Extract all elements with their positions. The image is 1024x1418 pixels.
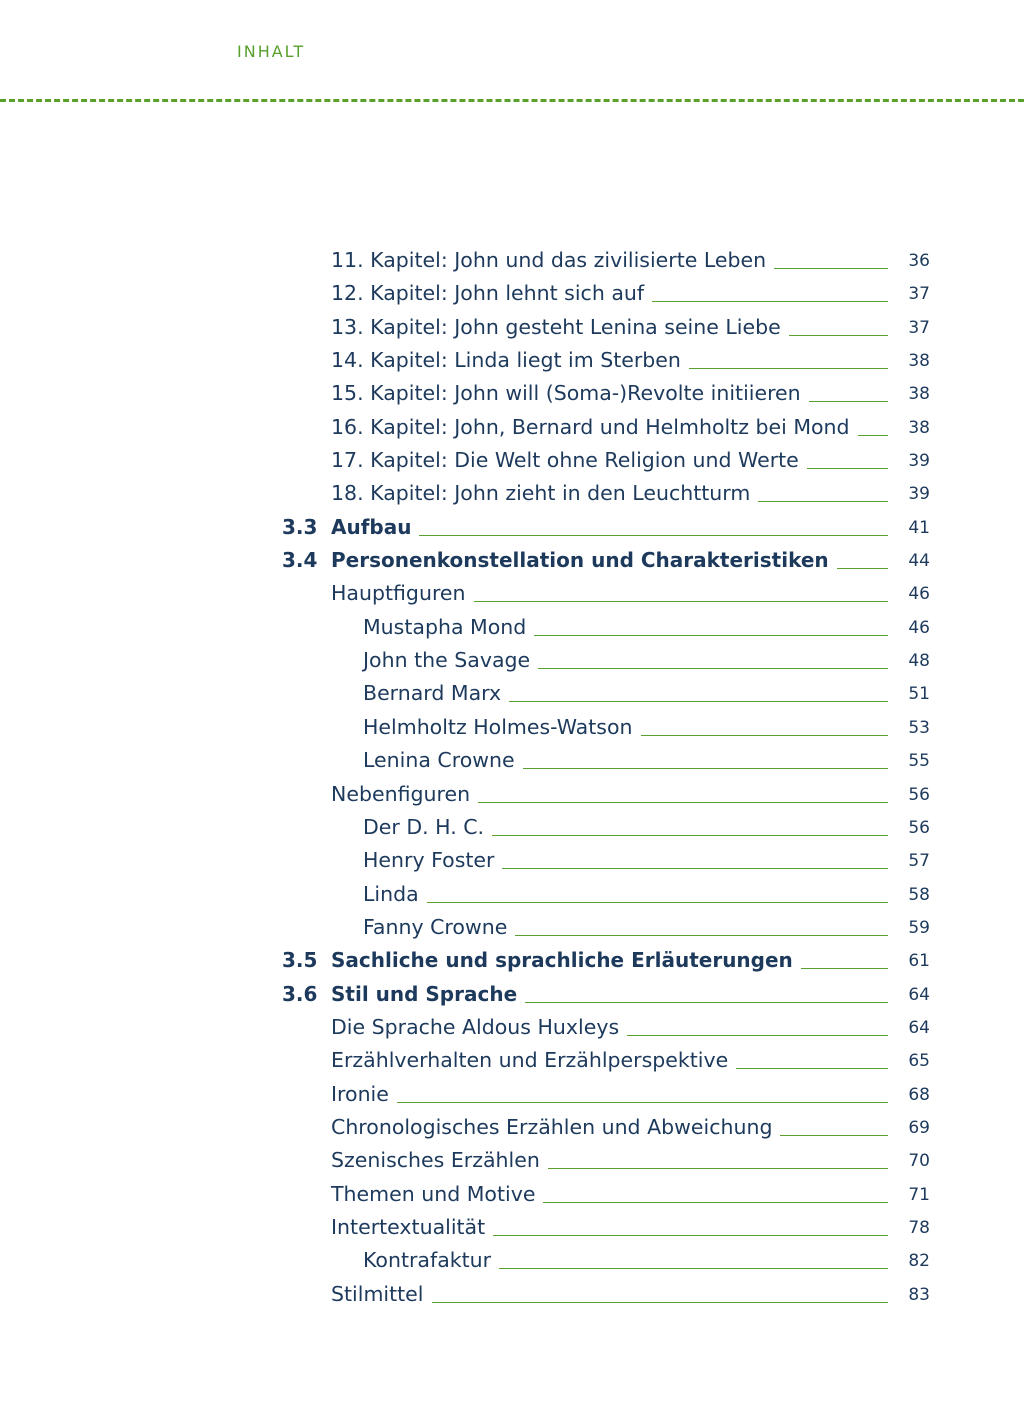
toc-title: 16. Kapitel: John, Bernard und Helmholtz bei Mond [331, 414, 850, 439]
toc-leader-line [652, 301, 888, 302]
toc-leader-line [515, 935, 888, 936]
toc-title: Stilmittel [331, 1281, 424, 1306]
toc-entry-line [331, 511, 888, 543]
toc-title: Nebenfiguren [331, 781, 471, 806]
toc-leader-line [474, 601, 888, 602]
toc-leader-line [548, 1168, 888, 1169]
toc-title: Lenina Crowne [363, 748, 515, 773]
toc-entry[interactable] [0, 544, 1024, 577]
toc-page-number: 68 [908, 1084, 930, 1105]
toc-entry-line [331, 1144, 888, 1176]
toc-entry-line [331, 277, 888, 309]
toc-title: Themen und Motive [331, 1181, 536, 1206]
toc-title: Bernard Marx [363, 681, 502, 706]
toc-title: Intertextualität [331, 1214, 486, 1239]
toc-entry-line [331, 1178, 888, 1210]
toc-page-number: 37 [908, 284, 930, 305]
toc-page-number: 46 [908, 584, 930, 605]
toc-entry[interactable] [0, 511, 1024, 544]
toc-title: 15. Kapitel: John will (Soma-)Revolte initiieren [331, 381, 801, 406]
toc-entry-line [363, 611, 888, 643]
toc-leader-line [736, 1068, 888, 1069]
toc-title: 11. Kapitel: John und das zivilisierte Leben [331, 248, 767, 272]
toc-entry-line [363, 677, 888, 709]
toc-page-number: 61 [908, 951, 930, 972]
toc-page-number: 44 [908, 551, 930, 572]
toc-entry-line [331, 311, 888, 343]
toc-page-number: 70 [908, 1151, 930, 1172]
toc-entry[interactable] [0, 1111, 1024, 1144]
toc-page-number: 38 [908, 417, 930, 438]
toc-entry-line [331, 1044, 888, 1076]
toc-page-number: 55 [908, 751, 930, 772]
toc-entry[interactable] [0, 1078, 1024, 1111]
toc-title: Mustapha Mond [363, 614, 527, 639]
header-dashed-rule [0, 99, 1024, 102]
toc-entry[interactable] [0, 377, 1024, 410]
toc-entry-line [331, 444, 888, 476]
toc-entry[interactable] [0, 1178, 1024, 1211]
toc-title: Linda [363, 881, 419, 906]
toc-entry-line [363, 844, 888, 876]
toc-leader-line [689, 368, 888, 369]
toc-page-number: 38 [908, 351, 930, 372]
toc-page-number: 46 [908, 617, 930, 638]
toc-entry[interactable] [0, 1244, 1024, 1277]
section-header: INHALT [237, 42, 306, 61]
toc-entry[interactable] [0, 411, 1024, 444]
toc-leader-line [509, 701, 888, 702]
toc-title: Der D. H. C. [363, 814, 485, 839]
toc-leader-line [801, 968, 888, 969]
toc-leader-line [432, 1302, 889, 1303]
toc-leader-line [543, 1202, 888, 1203]
toc-page-number: 69 [908, 1117, 930, 1138]
table-of-contents [0, 244, 1024, 1311]
toc-leader-line [641, 735, 889, 736]
toc-page-number: 56 [908, 784, 930, 805]
toc-entry[interactable] [0, 944, 1024, 977]
toc-entry-line [331, 1278, 888, 1310]
toc-leader-line [780, 1135, 888, 1136]
toc-leader-line [492, 835, 888, 836]
toc-entry-line [331, 778, 888, 810]
toc-leader-line [397, 1102, 888, 1103]
toc-leader-line [427, 902, 888, 903]
toc-title: Stil und Sprache [331, 981, 518, 1006]
toc-title: Die Sprache Aldous Huxleys [331, 1014, 620, 1039]
toc-section-number: 3.6 [282, 981, 318, 1006]
toc-entry[interactable] [0, 444, 1024, 477]
toc-entry[interactable] [0, 878, 1024, 911]
toc-page-number: 51 [908, 684, 930, 705]
toc-leader-line [502, 868, 888, 869]
toc-entry[interactable] [0, 911, 1024, 944]
toc-entry-line [331, 577, 888, 609]
toc-leader-line [534, 635, 888, 636]
toc-entry-line [331, 1111, 888, 1143]
toc-entry-line [331, 1211, 888, 1243]
toc-title: Kontrafaktur [363, 1248, 492, 1273]
toc-entry-line [363, 811, 888, 843]
toc-leader-line [627, 1035, 888, 1036]
toc-title: Aufbau [331, 514, 412, 539]
toc-title: 13. Kapitel: John gesteht Lenina seine Liebe [331, 314, 781, 339]
toc-leader-line [774, 268, 888, 269]
toc-title: Fanny Crowne [363, 914, 508, 939]
toc-entry[interactable] [0, 1011, 1024, 1044]
toc-title: 18. Kapitel: John zieht in den Leuchtturm [331, 481, 751, 506]
toc-section-number: 3.5 [282, 948, 318, 973]
toc-entry-line [331, 244, 888, 276]
toc-page-number: 83 [908, 1284, 930, 1305]
toc-entry-line [331, 411, 888, 443]
toc-page-number: 57 [908, 851, 930, 872]
toc-title: Sachliche und sprachliche Erläuterungen [331, 948, 793, 973]
toc-leader-line [809, 401, 888, 402]
toc-entry[interactable] [0, 611, 1024, 644]
toc-leader-line [493, 1235, 888, 1236]
toc-title: Szenisches Erzählen [331, 1148, 540, 1173]
toc-entry[interactable] [0, 844, 1024, 877]
toc-entry[interactable] [0, 744, 1024, 777]
toc-title: Chronologisches Erzählen und Abweichung [331, 1114, 773, 1139]
toc-entry[interactable] [0, 677, 1024, 710]
toc-title: Henry Foster [363, 848, 495, 873]
toc-entry[interactable] [0, 277, 1024, 310]
toc-entry[interactable] [0, 711, 1024, 744]
toc-entry[interactable] [0, 1278, 1024, 1311]
toc-entry-line [363, 878, 888, 910]
toc-entry[interactable] [0, 1211, 1024, 1244]
toc-title: 12. Kapitel: John lehnt sich auf [331, 281, 645, 306]
toc-section-number: 3.4 [282, 548, 318, 573]
toc-entry[interactable] [0, 344, 1024, 377]
toc-entry-line [363, 911, 888, 943]
toc-page-number: 59 [908, 917, 930, 938]
toc-entry[interactable] [0, 577, 1024, 610]
toc-entry[interactable] [0, 778, 1024, 811]
toc-page-number: 38 [908, 384, 930, 405]
toc-page-number: 65 [908, 1051, 930, 1072]
toc-entry[interactable] [0, 1044, 1024, 1077]
toc-entry-line [363, 711, 888, 743]
toc-page-number: 64 [908, 984, 930, 1005]
toc-page-number: 39 [908, 451, 930, 472]
toc-entry-line [331, 1011, 888, 1043]
toc-page-number: 71 [908, 1184, 930, 1205]
toc-entry[interactable] [0, 244, 1024, 277]
toc-title: 14. Kapitel: Linda liegt im Sterben [331, 348, 681, 373]
toc-leader-line [789, 335, 888, 336]
toc-entry-line [331, 377, 888, 409]
toc-entry-line [363, 1244, 888, 1276]
toc-title: Ironie [331, 1081, 389, 1106]
toc-page-number: 56 [908, 817, 930, 838]
toc-leader-line [419, 535, 888, 536]
toc-title: Erzählverhalten und Erzählperspektive [331, 1048, 729, 1073]
toc-entry[interactable] [0, 477, 1024, 510]
toc-leader-line [523, 768, 888, 769]
toc-title: Hauptfiguren [331, 581, 466, 606]
toc-page-number: 39 [908, 484, 930, 505]
toc-entry-line [331, 1078, 888, 1110]
toc-page-number: 41 [908, 517, 930, 538]
toc-entry-line [331, 978, 888, 1010]
toc-section-number: 3.3 [282, 514, 318, 539]
toc-leader-line [525, 1002, 888, 1003]
toc-page-number: 78 [908, 1217, 930, 1238]
toc-leader-line [858, 435, 888, 436]
toc-page-number: 82 [908, 1251, 930, 1272]
toc-leader-line [837, 568, 888, 569]
toc-page-number: 36 [908, 251, 930, 271]
toc-entry[interactable] [0, 1144, 1024, 1177]
toc-page-number: 64 [908, 1017, 930, 1038]
toc-leader-line [758, 501, 888, 502]
toc-title: 17. Kapitel: Die Welt ohne Religion und Werte [331, 448, 799, 473]
toc-page-number: 48 [908, 651, 930, 672]
toc-title: John the Savage [363, 648, 531, 673]
toc-entry-line [331, 544, 888, 576]
toc-entry[interactable] [0, 978, 1024, 1011]
toc-leader-line [807, 468, 888, 469]
toc-leader-line [538, 668, 888, 669]
toc-entry-line [331, 344, 888, 376]
toc-page-number: 53 [908, 717, 930, 738]
toc-entry-line [331, 944, 888, 976]
toc-title: Personenkonstellation und Charakteristiken [331, 548, 829, 573]
toc-entry-line [363, 744, 888, 776]
toc-entry[interactable] [0, 644, 1024, 677]
toc-leader-line [499, 1268, 888, 1269]
toc-entry-line [331, 477, 888, 509]
toc-leader-line [478, 802, 888, 803]
toc-page-number: 58 [908, 884, 930, 905]
toc-page-number: 37 [908, 317, 930, 338]
toc-title: Helmholtz Holmes-Watson [363, 714, 633, 739]
toc-entry[interactable] [0, 311, 1024, 344]
toc-entry-line [363, 644, 888, 676]
toc-entry[interactable] [0, 811, 1024, 844]
